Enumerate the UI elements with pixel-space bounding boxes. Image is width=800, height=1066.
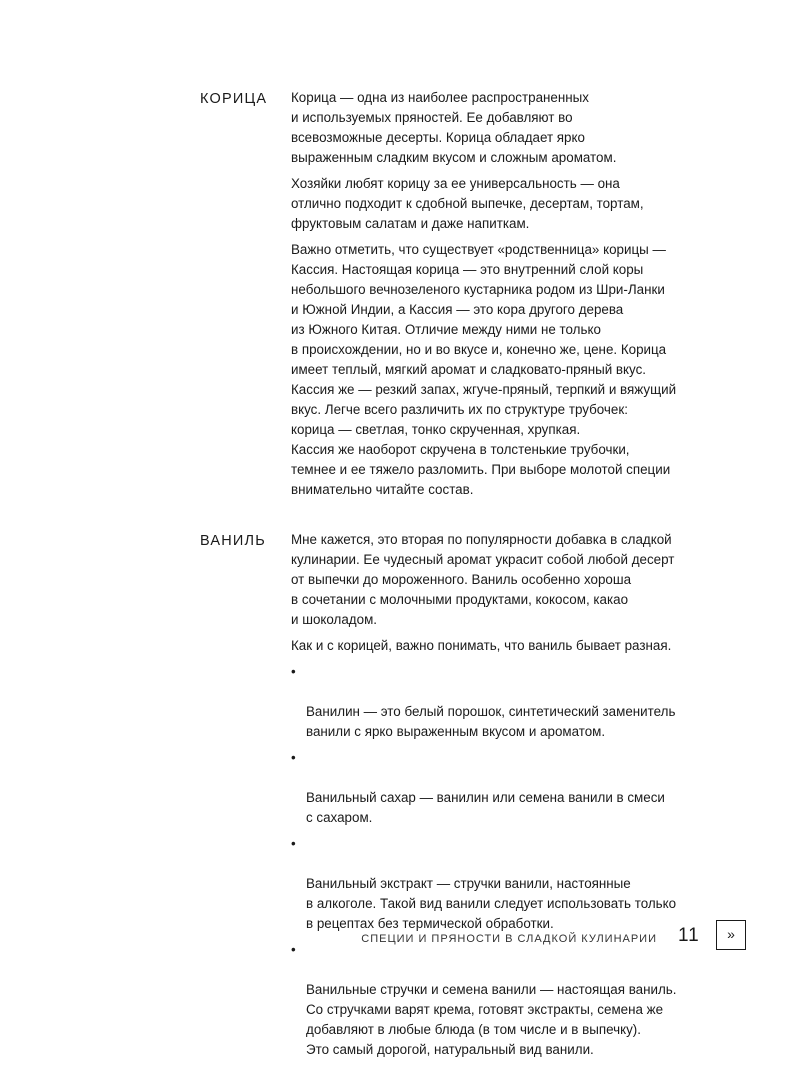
bullet-list <box>291 662 711 1060</box>
section-term: КОРИЦА <box>200 91 268 107</box>
list-item <box>291 662 711 742</box>
section-body <box>291 530 711 1066</box>
section-term: ВАНИЛЬ <box>200 533 266 549</box>
running-title: СПЕЦИИ И ПРЯНОСТИ В СЛАДКОЙ КУЛИНАРИИ <box>361 933 657 945</box>
page-number: 11 <box>678 925 700 946</box>
section-body <box>291 88 711 506</box>
bullet-icon: • <box>291 942 296 957</box>
paragraph: Хозяйки любят корицу за ее универсальность — она отлично подходит к сдобной выпечке, десертам, тортам, фруктовым салатам и даже напиткам. <box>291 176 644 231</box>
list-item-text: Ванильный экстракт — стручки ванили, настоянные в алкоголе. Такой вид ванили следует использовать только в рецептах без термической обработки. <box>306 876 677 931</box>
bullet-icon: • <box>291 836 296 851</box>
paragraph: Важно отметить, что существует «родственница» корицы — Кассия. Настоящая корица — это внутренний слой коры небольшого вечнозеленого кустарника родом из Шри-Ланки и Южной Индии, а Кассия — это кора другого дерева из Южного Китая. Отличие между ними не только в происхождении, но и во вкусе и, конечно же, цене. Корица имеет теплый, мягкий аромат и сладковато-пряный вкус. Кассия же — резкий запах, жгуче-пряный, терпкий и вяжущий вкус. Легче всего различить их по структуре трубочек: корица — светлая, тонко скрученная, хрупкая. Кассия же наоборот скручена в толстенькие трубочки, темнее и ее тяжело разломить. При выборе молотой специи внимательно читайте состав. <box>291 242 677 497</box>
paragraph: Корица — одна из наиболее распространенных и используемых пряностей. Ее добавляют во всевозможные десерты. Корица обладает ярко выраженным сладким вкусом и сложным ароматом. <box>291 90 617 165</box>
bullet-icon: • <box>291 664 296 679</box>
paragraph: Как и с корицей, важно понимать, что ваниль бывает разная. <box>291 638 672 653</box>
paragraph: Мне кажется, это вторая по популярности добавка в сладкой кулинарии. Ее чудесный аромат украсит собой любой десерт от выпечки до мороженного. Ваниль особенно хороша в сочетании с молочными продуктами, кокосом, какао и шоколадом. <box>291 532 675 627</box>
list-item-text: Ванильные стручки и семена ванили — настоящая ваниль. Со стручками варят крема, готовят экстракты, семена же добавляют в любые блюда (в том числе и в выпечку). Это самый дорогой, натуральный вид ванили. <box>306 982 677 1057</box>
list-item <box>291 940 711 1060</box>
list-item-text: Ванильный сахар — ванилин или семена ванили в смеси с сахаром. <box>306 790 665 825</box>
list-item-text: Ванилин — это белый порошок, синтетический заменитель ванили с ярко выраженным вкусом и ароматом. <box>306 704 676 739</box>
bullet-icon: • <box>291 750 296 765</box>
list-item <box>291 834 711 934</box>
next-page-button[interactable] <box>716 920 746 950</box>
chevron-right-icon: » <box>727 926 735 942</box>
page-footer <box>0 920 800 954</box>
list-item <box>291 748 711 828</box>
